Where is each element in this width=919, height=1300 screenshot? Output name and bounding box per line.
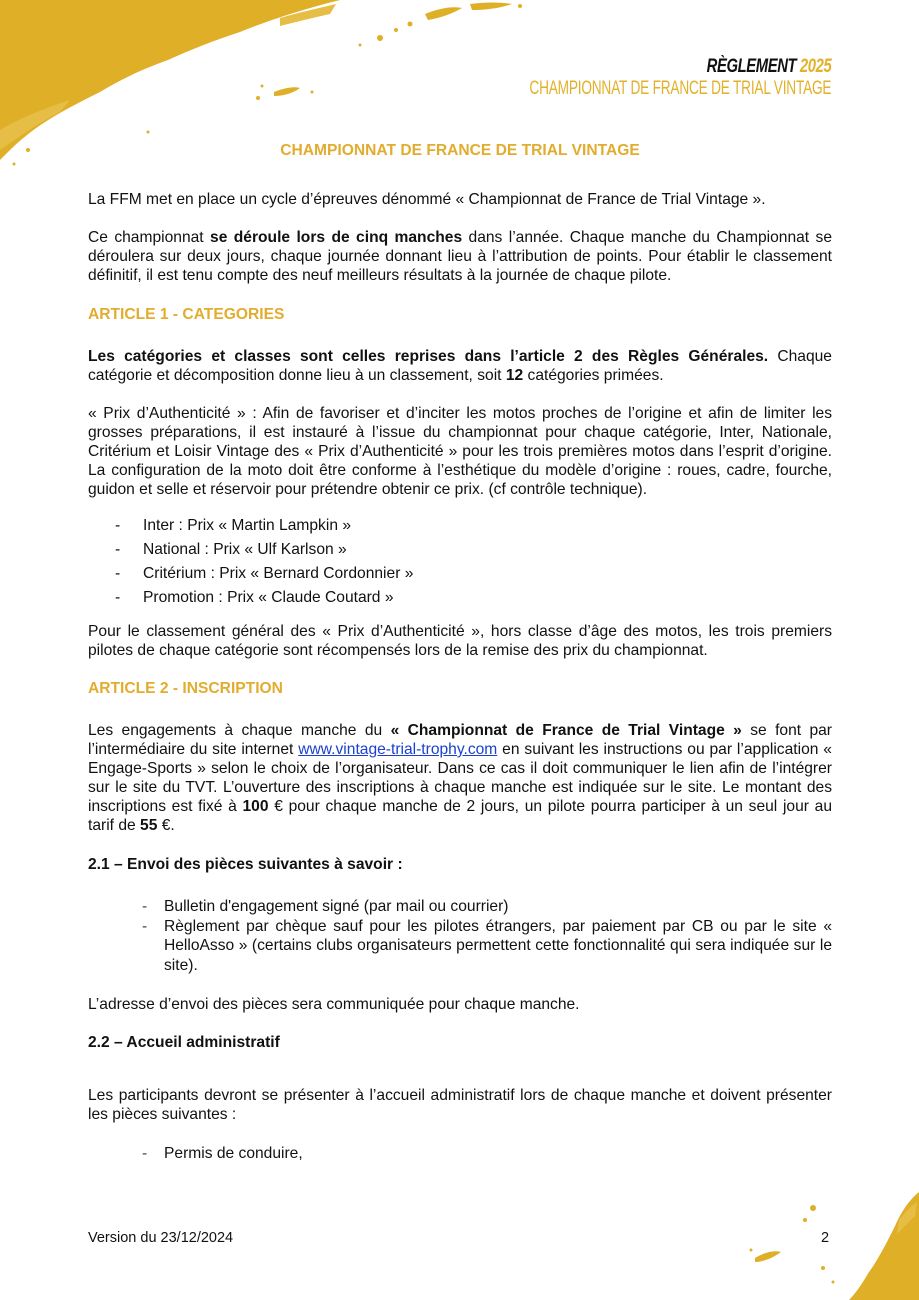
page-number: 2 [821, 1230, 830, 1246]
list-item: - Permis de conduire, [88, 1144, 832, 1164]
document-title: CHAMPIONNAT DE FRANCE DE TRIAL VINTAGE [280, 142, 640, 159]
section-2-2-paragraph: Les participants devront se présenter à l’accueil administratif lors de chaque manche et doivent présenter les pièces suivantes : [88, 1087, 832, 1123]
article-1-title: ARTICLE 1 - CATEGORIES [88, 306, 285, 323]
intro-paragraph-2: Ce championnat se déroule lors de cinq manches dans l’année. Chaque manche du Championnat se déroulera sur deux jours, chaque journée donnant lieu à l’attribution de points. Pour établir le classement définitif, il est tenu compte des neuf meilleurs résultats à la journée de chaque pilote. [88, 229, 832, 284]
documents-list [88, 897, 832, 975]
list-item: - National : Prix « Ulf Karlson » [88, 540, 832, 559]
list-item: - Inter : Prix « Martin Lampkin » [88, 516, 832, 535]
header-year: 2025 [799, 56, 831, 77]
article-2-title: ARTICLE 2 - INSCRIPTION [88, 680, 283, 697]
list-item: - Bulletin d'engagement signé (par mail ou courrier) [88, 897, 832, 917]
required-documents-list [88, 1144, 832, 1164]
prize-list [88, 516, 832, 607]
intro-paragraph-1: La FFM met en place un cycle d’épreuves dénommé « Championnat de France de Trial Vintage ». [88, 191, 766, 208]
brush-decoration-bottom-icon [749, 1190, 919, 1300]
article-1-paragraph-2: « Prix d’Authenticité » : Afin de favoriser et d’inciter les motos proches de l’origine et afin de limiter les grosses préparations, il est instauré à l’issue du championnat pour chaque catégorie, Inter, Nationale, Critérium et Loisir Vintage des « Prix d’Authenticité » pour les trois premières motos dans l’esprit d’origine. La configuration de la moto doit être conforme à l’esthétique du modèle d’origine : roues, cadre, fourche, guidon et selle et réservoir pour prétendre obtenir ce prix. (cf contrôle technique). [88, 405, 832, 498]
document-body [88, 141, 832, 1164]
list-item: - Règlement par chèque sauf pour les pilotes étrangers, par paiement par CB ou par le site « HelloAsso » (certains clubs organisateurs permettent cette fonctionnalité qui sera indiquée sur le site). [88, 917, 832, 976]
article-2-paragraph-1: Les engagements à chaque manche du « Championnat de France de Trial Vintage » se font par l’intermédiaire du site internet www.vintage-trial-trophy.com en suivant les instructions ou par l’application « Engage-Sports » selon le choix de l’organisateur. Dans ce cas il doit communiquer le lien afin de l’intégrer sur le site du TVT. L’ouverture des inscriptions à chaque manche est indiquée sur le site. Le montant des inscriptions est fixé à 100 € pour chaque manche de 2 jours, un pilote pourra participer à un seul jour au tarif de 55 €. [88, 722, 832, 834]
vintage-trial-trophy-link[interactable]: www.vintage-trial-trophy.com [298, 741, 498, 758]
article-1-paragraph-1: Les catégories et classes sont celles reprises dans l’article 2 des Règles Générales. Chaque catégorie et décomposition donne lieu à un classement, soit 12 catégories primées. [88, 348, 832, 384]
header-subtitle: CHAMPIONNAT DE FRANCE DE TRIAL VINTAGE [529, 78, 831, 99]
document-header [412, 56, 831, 100]
section-2-1-after: L’adresse d’envoi des pièces sera communiquée pour chaque manche. [88, 996, 580, 1013]
article-1-paragraph-3: Pour le classement général des « Prix d’Authenticité », hors classe d’âge des motos, les trois premiers pilotes de chaque catégorie sont récompensés lors de la remise des prix du championnat. [88, 623, 832, 659]
list-item: - Critérium : Prix « Bernard Cordonnier » [88, 564, 832, 583]
section-2-1-title: 2.1 – Envoi des pièces suivantes à savoir : [88, 856, 403, 873]
header-reglement: RÈGLEMENT 2025 [706, 56, 831, 77]
footer-version: Version du 23/12/2024 [88, 1230, 234, 1246]
list-item: - Promotion : Prix « Claude Coutard » [88, 588, 832, 607]
section-2-2-title: 2.2 – Accueil administratif [88, 1034, 280, 1051]
